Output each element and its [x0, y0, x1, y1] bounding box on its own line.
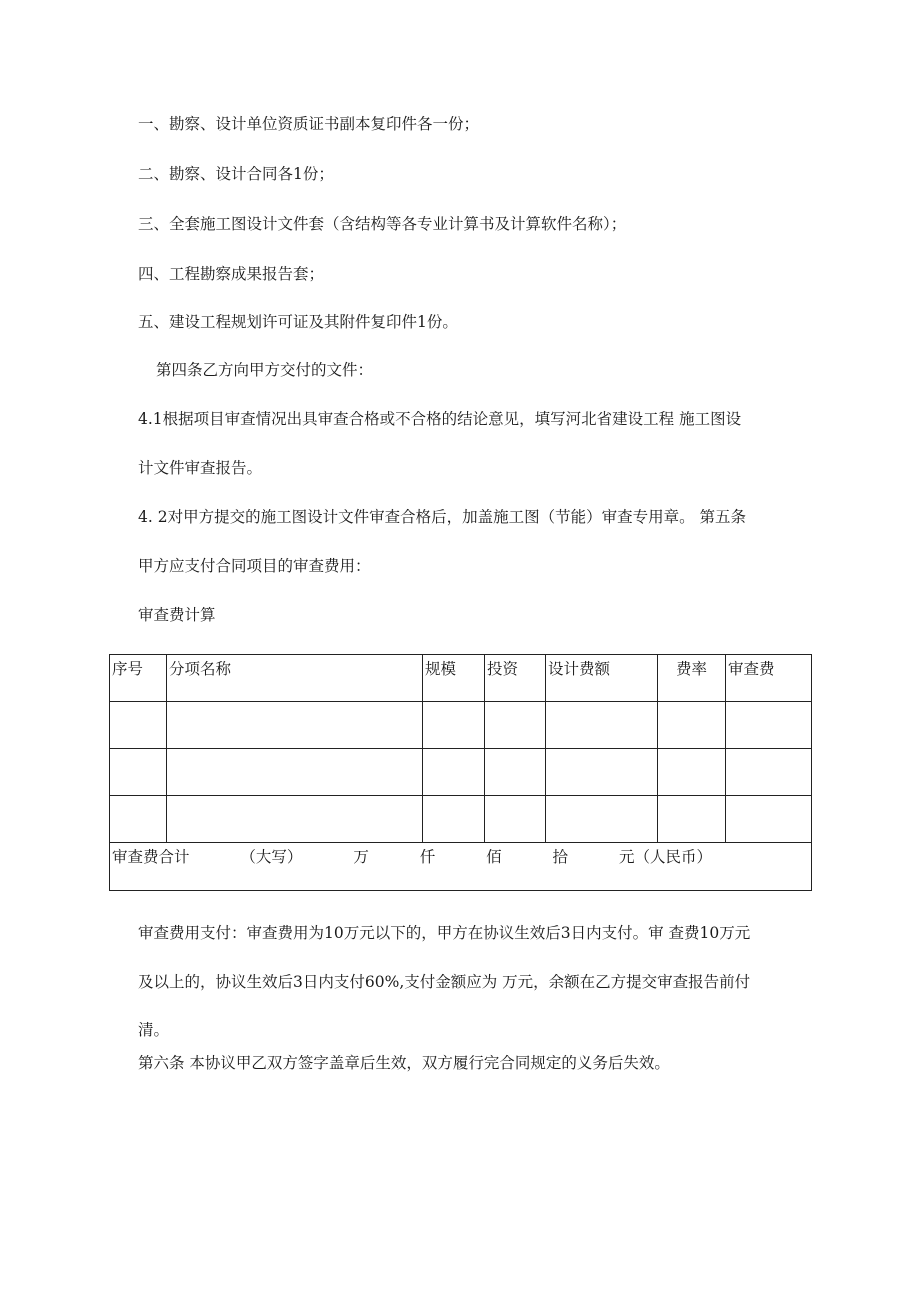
total-daxie: （大写）	[240, 848, 303, 866]
table-cell	[726, 749, 812, 796]
clause-4-2-line2: 甲方应支付合同项目的审查费用：	[138, 557, 371, 575]
table-cell	[167, 749, 423, 796]
table-cell	[726, 796, 812, 843]
table-cell	[658, 796, 726, 843]
header-design-fee: 设计费额	[546, 655, 658, 702]
table-total-row	[110, 843, 812, 891]
table-cell	[110, 702, 167, 749]
total-bai: 佰	[486, 848, 502, 866]
header-review-fee: 审查费	[726, 655, 812, 702]
table-row	[110, 796, 812, 843]
table-cell	[423, 796, 485, 843]
table-cell	[110, 796, 167, 843]
clause-4-1-line2: 计文件审查报告。	[138, 459, 263, 477]
table-cell	[658, 702, 726, 749]
table-cell	[110, 749, 167, 796]
header-investment: 投资	[485, 655, 546, 702]
total-qian: 仟	[419, 848, 436, 866]
fee-calc-title: 审查费计算	[138, 606, 216, 624]
fee-table	[109, 654, 812, 891]
list-item-1: 一、勘察、设计单位资质证书副本复印件各一份；	[138, 115, 480, 133]
table-cell	[726, 702, 812, 749]
total-wan: 万	[353, 848, 369, 866]
table-header-row	[110, 655, 812, 702]
header-item-name: 分项名称	[167, 655, 423, 702]
clause-4-2-line1: 4. 2对甲方提交的施工图设计文件审查合格后，加盖施工图（节能）审查专用章。 第五条	[138, 508, 747, 526]
article6: 第六条 本协议甲乙双方签字盖章后生效，双方履行完合同规定的义务后失效。	[138, 1054, 670, 1072]
payment-line3: 清。	[138, 1021, 170, 1039]
header-index: 序号	[110, 655, 167, 702]
table-cell	[167, 702, 423, 749]
list-item-4: 四、工程勘察成果报告套；	[138, 265, 325, 283]
header-rate: 费率	[658, 655, 726, 702]
total-label: 审查费合计	[112, 848, 190, 866]
table-cell	[546, 749, 658, 796]
article4-heading: 第四条乙方向甲方交付的文件：	[156, 361, 374, 379]
total-shi: 拾	[552, 848, 569, 866]
table-cell	[167, 796, 423, 843]
table-row	[110, 702, 812, 749]
table-cell	[485, 796, 546, 843]
total-yuan: 元（人民币）	[618, 848, 712, 866]
list-item-5: 五、建设工程规划许可证及其附件复印件1份。	[138, 313, 458, 331]
table-cell	[546, 702, 658, 749]
list-item-2: 二、勘察、设计合同各1份；	[138, 165, 334, 183]
table-cell	[658, 749, 726, 796]
table-cell	[423, 749, 485, 796]
table-cell	[546, 796, 658, 843]
total-cell	[110, 843, 812, 891]
header-scale: 规模	[423, 655, 485, 702]
table-cell	[485, 749, 546, 796]
payment-line2: 及以上的，协议生效后3日内支付60%,支付金额应为 万元，余额在乙方提交审查报告前付	[138, 973, 751, 991]
clause-4-1-line1: 4.1根据项目审查情况出具审查合格或不合格的结论意见，填写河北省建设工程 施工图设	[138, 410, 742, 428]
table-cell	[485, 702, 546, 749]
list-item-3: 三、全套施工图设计文件套（含结构等各专业计算书及计算软件名称）；	[138, 215, 627, 233]
table-row	[110, 749, 812, 796]
table-cell	[423, 702, 485, 749]
payment-line1: 审查费用支付：审查费用为10万元以下的，甲方在协议生效后3日内支付。审 查费10万元	[138, 924, 751, 942]
